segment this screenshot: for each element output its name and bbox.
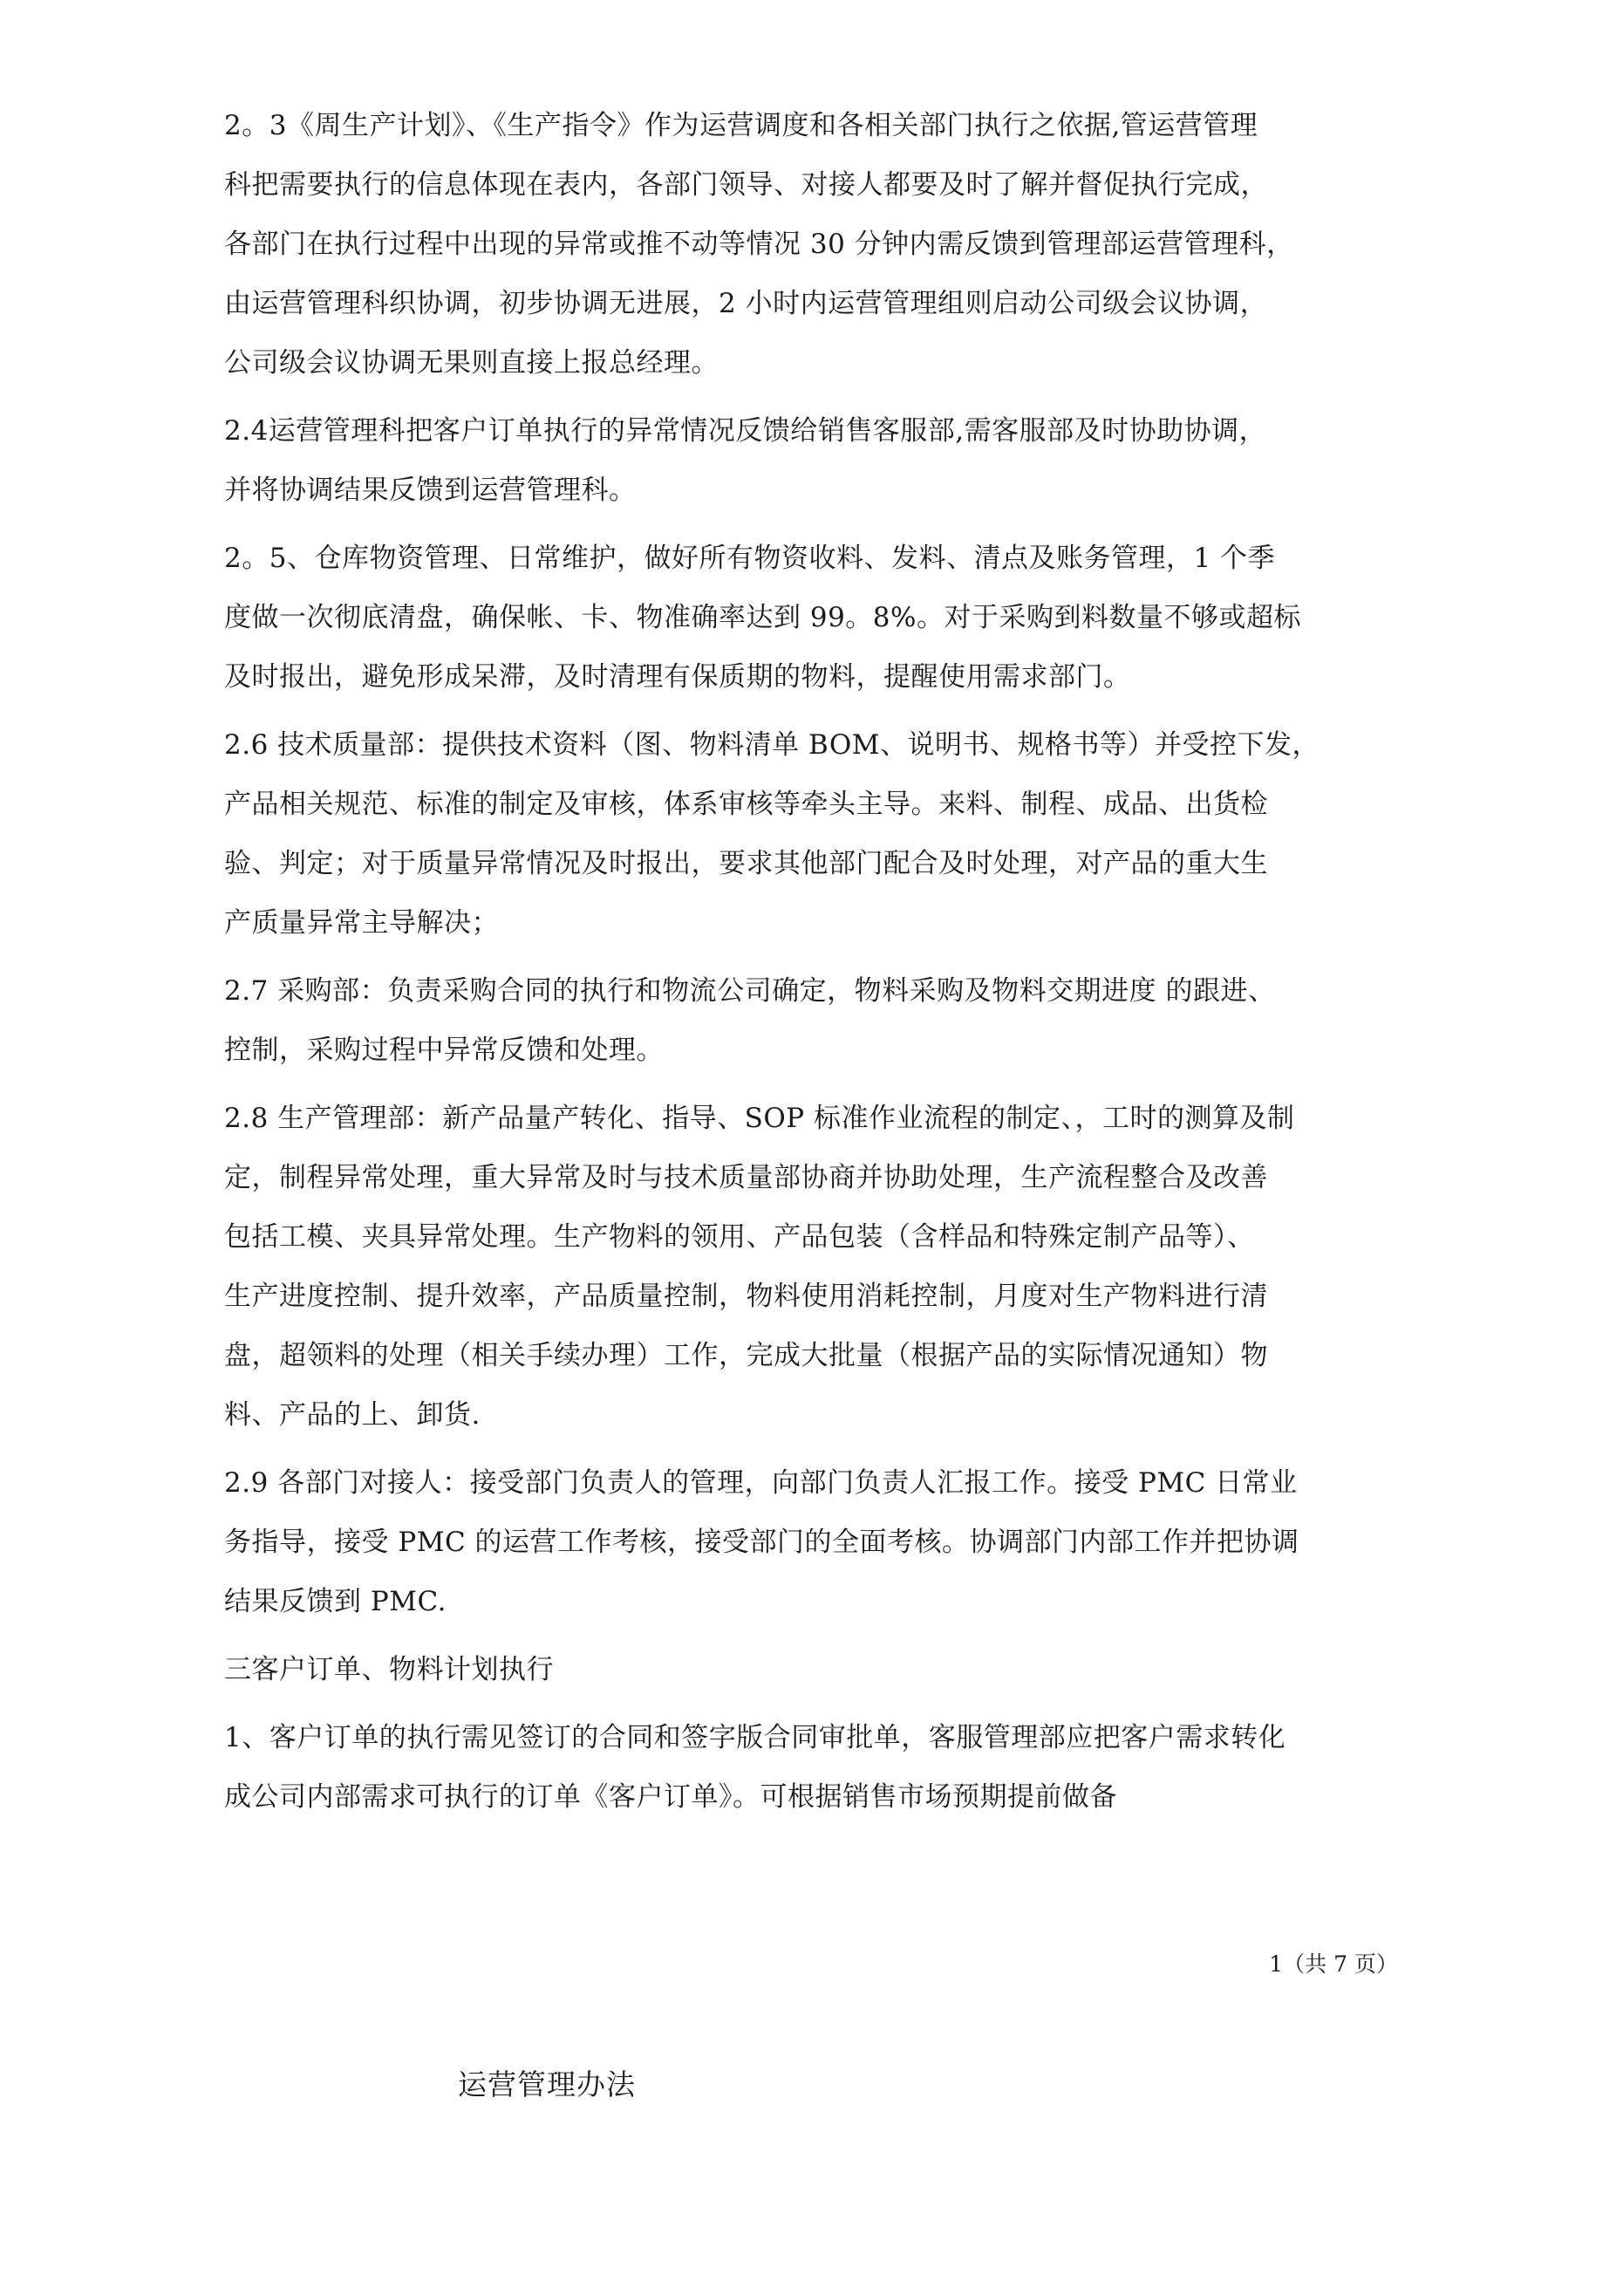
- page-number: 1（共 7 页）: [1269, 1951, 1398, 1977]
- text-line: 盘，超领料的处理（相关手续办理）工作，完成大批量（根据产品的实际情况通知）物: [224, 1340, 1268, 1371]
- text-line: 2.4运营管理科把客户订单执行的异常情况反馈给销售客服部,需客服部及时协助协调，: [224, 415, 1267, 447]
- text-line: 2.7 采购部：负责采购合同的执行和物流公司确定，物料采购及物料交期进度 的跟进、: [224, 975, 1276, 1007]
- paragraph-2-4: [224, 401, 1410, 520]
- text-line: 包括工模、夹具异常处理。生产物料的领用、产品包装（含样品和特殊定制产品等）、: [224, 1221, 1255, 1253]
- text-line: 结果反馈到 PMC.: [224, 1586, 447, 1617]
- text-line: 并将协调结果反馈到运营管理科。: [224, 475, 637, 506]
- text-line: 2.8 生产管理部：新产品量产转化、指导、SOP 标准作业流程的制定、，工时的测算及制: [224, 1103, 1295, 1134]
- section-heading: [224, 1640, 1410, 1699]
- text-line: 由运营管理科织协调，初步协调无进展，2 小时内运营管理组则启动公司级会议协调，: [224, 288, 1268, 319]
- text-line: 各部门在执行过程中出现的异常或推不动等情况 30 分钟内需反馈到管理部运营管理科，: [224, 229, 1294, 260]
- text-line: 产品相关规范、标准的制定及审核，体系审核等牵头主导。来料、制程、成品、出货检: [224, 789, 1268, 820]
- text-line: 科把需要执行的信息体现在表内，各部门领导、对接人都要及时了解并督促执行完成，: [224, 169, 1268, 201]
- paragraph-2-8: [224, 1089, 1410, 1445]
- text-line: 公司级会议协调无果则直接上报总经理。: [224, 347, 719, 379]
- paragraph-2-6: [224, 715, 1410, 953]
- text-line: 定，制程异常处理，重大异常及时与技术质量部协商并协助处理，生产流程整合及改善: [224, 1162, 1268, 1193]
- text-line: 产质量异常主导解决；: [224, 907, 499, 939]
- text-line: 2.6 技术质量部：提供技术资料（图、物料清单 BOM、说明书、规格书等）并受控下发，: [224, 729, 1320, 761]
- text-line: 2。3《周生产计划》、《生产指令》作为运营调度和各相关部门执行之依据,管运营管理: [224, 110, 1258, 141]
- text-line: 2.9 各部门对接人：接受部门负责人的管理，向部门负责人汇报工作。接受 PMC 日常业: [224, 1467, 1298, 1499]
- text-line: 度做一次彻底清盘，确保帐、卡、物准确率达到 99。8%。对于采购到料数量不够或超标: [224, 602, 1301, 633]
- text-line: 成公司内部需求可执行的订单《客户订单》。可根据销售市场预期提前做备: [224, 1781, 1117, 1813]
- text-line: 1、客户订单的执行需见签订的合同和签字版合同审批单，客服管理部应把客户需求转化: [224, 1722, 1286, 1753]
- text-line: 务指导，接受 PMC 的运营工作考核，接受部门的全面考核。协调部门内部工作并把协调: [224, 1527, 1299, 1558]
- text-line: 及时报出，避免形成呆滞，及时清理有保质期的物料，提醒使用需求部门。: [224, 661, 1131, 693]
- footer-title: 运营管理办法: [458, 2067, 636, 2101]
- document-body: [224, 96, 1410, 1835]
- text-line: 验、判定；对于质量异常情况及时报出，要求其他部门配合及时处理，对产品的重大生: [224, 848, 1268, 879]
- paragraph-2-3: [224, 96, 1410, 393]
- text-line: 三客户订单、物料计划执行: [224, 1654, 554, 1685]
- paragraph-2-7: [224, 961, 1410, 1080]
- paragraph-2-5: [224, 529, 1410, 707]
- text-line: 控制，采购过程中异常反馈和处理。: [224, 1035, 664, 1066]
- text-line: 料、产品的上、卸货.: [224, 1399, 481, 1431]
- paragraph-2-9: [224, 1453, 1410, 1631]
- paragraph-3-1: [224, 1708, 1410, 1827]
- text-line: 生产进度控制、提升效率，产品质量控制，物料使用消耗控制，月度对生产物料进行清: [224, 1281, 1268, 1312]
- text-line: 2。5、仓库物资管理、日常维护，做好所有物资收料、发料、清点及账务管理，1 个季: [224, 543, 1276, 574]
